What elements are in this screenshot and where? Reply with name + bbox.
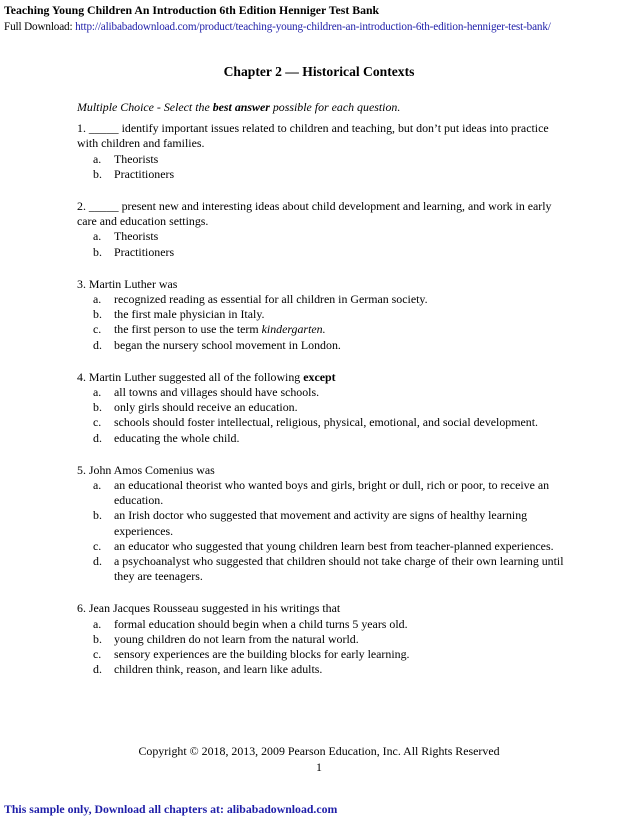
answer-option [77, 245, 567, 260]
option-letter: a. [93, 151, 102, 166]
answer-option [77, 508, 567, 538]
question-stem: 6. Jean Jacques Rousseau suggested in his writings that [77, 601, 341, 616]
option-text: an Irish doctor who suggested that movement and activity are signs of healthy learning experiences. [114, 508, 528, 538]
option-letter: b. [93, 307, 102, 322]
option-text: young children do not learn from the natural world. [114, 631, 359, 646]
option-letter: c. [93, 647, 102, 662]
instructions-prefix: Multiple Choice - Select the [77, 100, 213, 114]
answer-option [77, 229, 567, 244]
option-letter: c. [93, 322, 102, 337]
option-text [114, 322, 567, 337]
answer-option [77, 167, 567, 182]
option-text: Practitioners [114, 166, 175, 181]
option-letter: b. [93, 508, 102, 523]
option-text: an educator who suggested that young children learn best from teacher-planned experiences. [114, 538, 554, 553]
option-text-plain: the first person to use the term [114, 322, 262, 337]
answer-option [77, 478, 567, 508]
answer-option [77, 617, 567, 632]
option-text: Theorists [114, 229, 159, 244]
answer-option [77, 647, 567, 662]
option-letter: c. [93, 538, 102, 553]
answer-option [77, 632, 567, 647]
download-link[interactable]: http://alibabadownload.com/product/teaching-young-children-an-introduction-6th-edition-henniger-test-bank/ [75, 21, 551, 33]
option-text: a psychoanalyst who suggested that children should not take charge of their own learning until they are teenagers. [114, 554, 564, 584]
answer-option [77, 662, 567, 677]
question-6 [77, 601, 567, 677]
question-2 [77, 199, 567, 260]
option-text: an educational theorist who wanted boys and girls, bright or dull, rich or poor, to receive an education. [114, 478, 550, 508]
option-text: began the nursery school movement in London. [114, 337, 341, 352]
download-label: Full Download: [4, 21, 76, 33]
option-letter: a. [93, 229, 102, 244]
answer-option [77, 385, 567, 400]
option-letter: b. [93, 400, 102, 415]
answer-option [77, 292, 567, 307]
question-3 [77, 277, 567, 353]
option-letter: a. [93, 616, 102, 631]
answer-option [77, 415, 567, 430]
option-letter: b. [93, 166, 102, 181]
option-text: children think, reason, and learn like adults. [114, 662, 323, 677]
option-text: Practitioners [114, 244, 175, 259]
option-letter: d. [93, 662, 102, 677]
instructions-suffix: possible for each question. [269, 100, 401, 114]
document-header [4, 2, 636, 36]
option-letter: a. [93, 292, 102, 307]
option-text: educating the whole child. [114, 430, 240, 445]
answer-option [77, 152, 567, 167]
option-letter: b. [93, 244, 102, 259]
question-stem: 2. _____ present new and interesting ideas about child development and learning, and work in early care and education settings. [77, 199, 552, 229]
option-text: formal education should begin when a child turns 5 years old. [114, 616, 408, 631]
document-title: Teaching Young Children An Introduction 6th Edition Henniger Test Bank [4, 3, 380, 17]
option-text: schools should foster intellectual, religious, physical, emotional, and social development. [114, 415, 539, 430]
option-letter: c. [93, 415, 102, 430]
option-letter: d. [93, 430, 102, 445]
download-line [4, 19, 636, 36]
option-text: only girls should receive an education. [114, 400, 298, 415]
question-4 [77, 370, 567, 446]
copyright-notice: Copyright © 2018, 2013, 2009 Pearson Education, Inc. All Rights Reserved [138, 744, 500, 758]
question-stem: 3. Martin Luther was [77, 276, 178, 291]
option-letter: b. [93, 631, 102, 646]
option-letter: d. [93, 554, 102, 569]
answer-option [77, 307, 567, 322]
question-5 [77, 463, 567, 585]
instructions [77, 100, 567, 115]
answer-option [77, 554, 567, 584]
option-text-italic: kindergarten. [261, 322, 326, 337]
question-stem-bold: except [303, 369, 336, 384]
question-stem: 1. _____ identify important issues related to children and teaching, but don’t put ideas into practice with children and families. [77, 121, 549, 151]
question-list [77, 100, 567, 695]
answer-option [77, 400, 567, 415]
answer-option [77, 338, 567, 353]
instructions-emphasis: best answer [212, 100, 270, 114]
sample-download-note[interactable]: This sample only, Download all chapters at: alibabadownload.com [4, 802, 338, 816]
page-number: 1 [316, 760, 322, 774]
chapter-title: Chapter 2 — Historical Contexts [223, 64, 415, 79]
option-letter: a. [93, 478, 102, 493]
option-text: the first male physician in Italy. [114, 307, 265, 322]
answer-option [77, 322, 567, 337]
option-text: all towns and villages should have schools. [114, 385, 320, 400]
question-stem [77, 370, 567, 385]
answer-option [77, 431, 567, 446]
option-letter: d. [93, 337, 102, 352]
question-stem: 5. John Amos Comenius was [77, 462, 215, 477]
question-1 [77, 121, 567, 182]
option-text: recognized reading as essential for all children in German society. [114, 292, 428, 307]
answer-option [77, 539, 567, 554]
question-stem-text: 4. Martin Luther suggested all of the following [77, 369, 304, 384]
option-text: Theorists [114, 151, 159, 166]
option-letter: a. [93, 385, 102, 400]
option-text: sensory experiences are the building blocks for early learning. [114, 647, 410, 662]
